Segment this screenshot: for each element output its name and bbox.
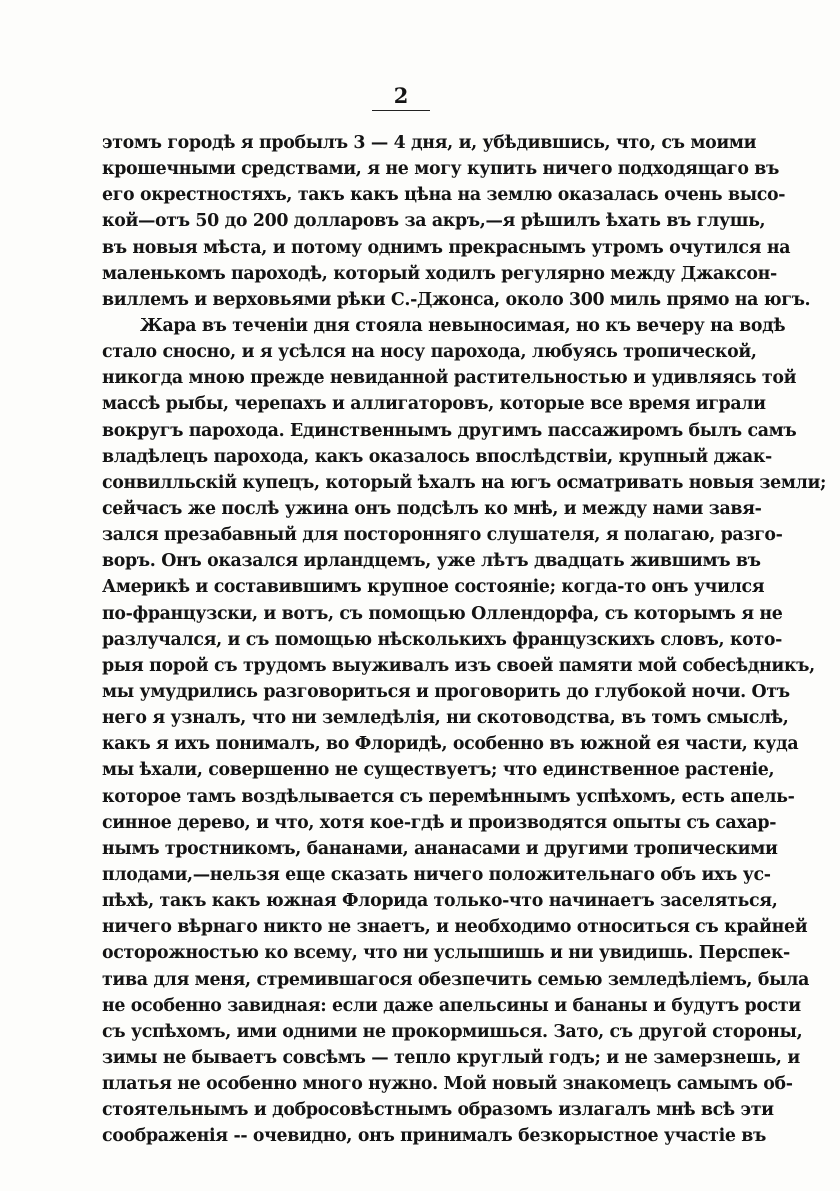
text-line: сейчасъ же послѣ ужина онъ подсѣлъ ко мнѣ, и между нами завя-: [102, 498, 762, 519]
text-line: плодами,—нельзя еще сказать ничего положительнаго объ ихъ ус-: [102, 864, 771, 885]
text-line: стоятельнымъ и добросовѣстнымъ образомъ излагалъ мнѣ всѣ эти: [102, 1100, 774, 1121]
text-line: платья не особенно много нужно. Мой новый знакомецъ самымъ об-: [102, 1074, 793, 1095]
text-line: мы умудрились разговориться и проговорить до глубокой ночи. Отъ: [102, 681, 790, 702]
text-line: по-французски, и вотъ, съ помощью Оллендорфа, съ которымъ я не: [102, 603, 783, 624]
text-line: зался презабавный для посторонняго слушателя, я полагаю, разго-: [102, 525, 783, 546]
text-line: соображенія -- очевидно, онъ принималъ безкорыстное участіе въ: [102, 1126, 767, 1147]
text-line: воръ. Онъ оказался ирландцемъ, уже лѣтъ двадцать жившимъ въ: [102, 551, 761, 572]
text-line: осторожностью ко всему, что ни услышишь и ни увидишь. Перспек-: [102, 943, 790, 964]
page-number: 2: [393, 83, 409, 108]
text-line: какъ я ихъ понималъ, во Флоридѣ, особенно въ южной ея части, куда: [102, 734, 799, 755]
text-line: нымъ тростникомъ, бананами, ананасами и другими тропическими: [102, 838, 778, 859]
text-line: маленькомъ пароходѣ, который ходилъ регулярно между Джаксон-: [102, 263, 777, 284]
text-line: пѣхѣ, такъ какъ южная Флорида только-что начинаетъ заселяться,: [102, 891, 778, 912]
text-line: владѣлецъ парохода, какъ оказалось впослѣдствіи, крупный джак-: [102, 446, 772, 467]
text-line: Америкѣ и составившимъ крупное состояніе; когда-то онъ учился: [102, 577, 765, 598]
paragraph-first-line: Жара въ теченіи дня стояла невыносимая, но къ вечеру на водѣ: [140, 315, 786, 336]
text-line: массѣ рыбы, черепахъ и аллигаторовъ, которые все время играли: [102, 394, 766, 415]
text-line: его окрестностяхъ, такъ какъ цѣна на землю оказалась очень высо-: [102, 185, 786, 206]
text-line: разлучался, и съ помощью нѣсколькихъ французскихъ словъ, кото-: [102, 629, 782, 650]
text-line: не особенно завидная: если даже апельсины и бананы и будутъ рости: [102, 995, 801, 1016]
text-line: рыя порой съ трудомъ выуживалъ изъ своей памяти мой собесѣдникъ,: [102, 655, 815, 676]
page-number-rule: [372, 110, 430, 111]
text-line: сонвилльскій купецъ, который ѣхалъ на югъ осматривать новыя земли;: [102, 472, 827, 493]
text-line: вокругъ парохода. Единственнымъ другимъ пассажиромъ былъ самъ: [102, 420, 797, 441]
text-line: крошечными средствами, я не могу купить ничего подходящаго въ: [102, 159, 780, 180]
text-line: ничего вѣрнаго никто не знаетъ, и необходимо относиться съ крайней: [102, 917, 808, 938]
text-line: въ новыя мѣста, и потому однимъ прекраснымъ утромъ очутился на: [102, 237, 791, 258]
text-line: стало сносно, и я усѣлся на носу парохода, любуясь тропической,: [102, 342, 757, 363]
text-line: мы ѣхали, совершенно не существуетъ; что единственное растеніе,: [102, 760, 775, 781]
text-line: кой—отъ 50 до 200 долларовъ за акръ,—я рѣшилъ ѣхать въ глушь,: [102, 211, 766, 232]
text-line: тива для меня, стремившагося обезпечить семью земледѣліемъ, была: [102, 969, 810, 990]
text-line: синное дерево, и что, хотя кое-гдѣ и производятся опыты съ сахар-: [102, 812, 777, 833]
text-line: съ успѣхомъ, ими одними не прокормишься. Зато, съ другой стороны,: [102, 1021, 803, 1042]
text-line: которое тамъ воздѣлывается съ перемѣннымъ успѣхомъ, есть апель-: [102, 786, 795, 807]
text-line: этомъ городѣ я пробылъ 3 — 4 дня, и, убѣдившись, что, съ моими: [102, 133, 757, 153]
body-text: [102, 130, 827, 1149]
text-line: никогда мною прежде невиданной растительностью и удивляясь той: [102, 368, 797, 389]
text-line: зимы не бываетъ совсѣмъ — тепло круглый годъ; и не замерзнешь, и: [102, 1047, 800, 1068]
text-line: него я узналъ, что ни земледѣлія, ни скотоводства, въ томъ смыслѣ,: [102, 708, 789, 729]
text-line: виллемъ и верховьями рѣки С.-Джонса, около 300 миль прямо на югъ.: [102, 289, 811, 310]
